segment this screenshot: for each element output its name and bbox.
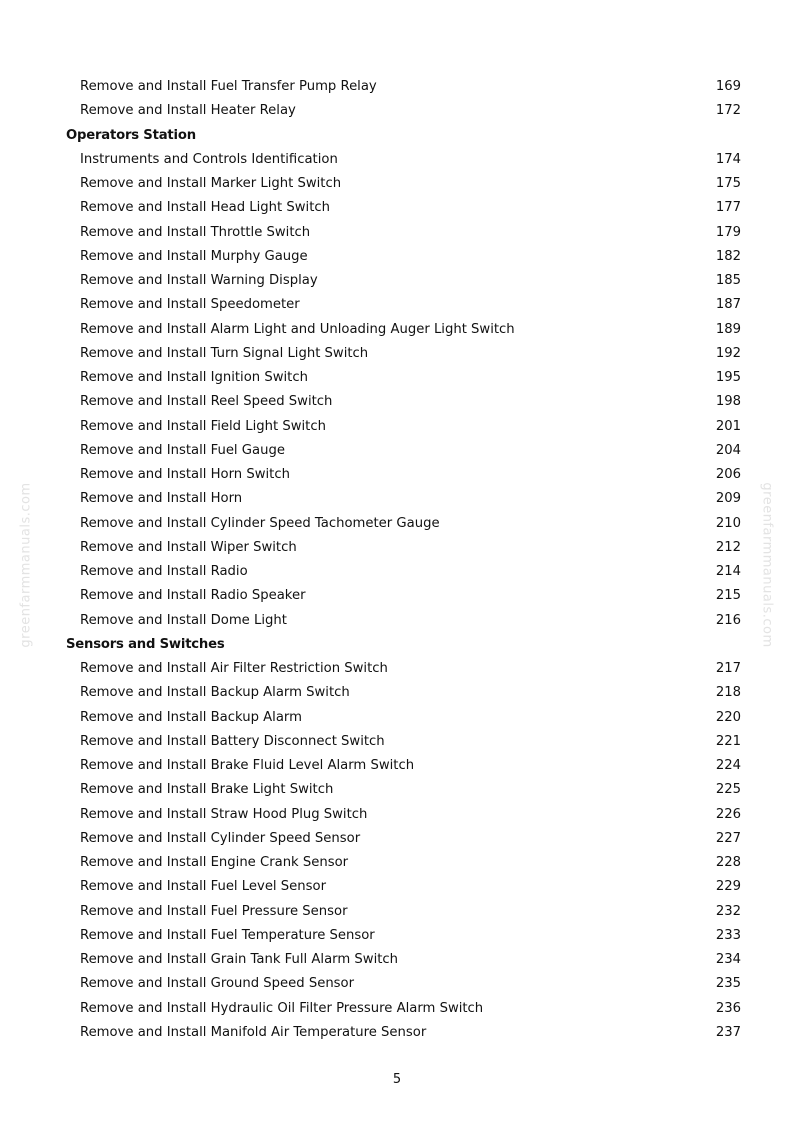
toc-entry [0,1021,794,1045]
entry-page-number: 236 [715,1000,741,1016]
toc-entry [0,415,794,439]
entry-page-number: 195 [715,370,741,385]
entry-page-number: 175 [715,176,741,191]
entry-page-number: 201 [715,418,741,434]
entry-page-number: 224 [715,758,741,773]
entry-title: Remove and Install Fuel Pressure Sensor [80,903,348,919]
entry-page-number: 227 [715,830,741,846]
entry-title: Remove and Install Engine Crank Sensor [80,855,349,870]
watermark-right: greenfarmmanuals.com [759,482,775,648]
entry-title: Remove and Install Horn [80,491,243,507]
entry-title: Remove and Install Air Filter Restriction Switch [80,661,388,676]
entry-title: Remove and Install Radio Speaker [80,588,306,604]
entry-page-number: 189 [715,321,741,337]
entry-title: Remove and Install Murphy Gauge [80,248,308,264]
toc-entry [0,293,794,317]
toc-entry [0,439,794,463]
toc-entry [0,997,794,1021]
entry-page-number: 177 [715,200,741,216]
entry-title: Remove and Install Fuel Temperature Sensor [80,927,375,943]
toc-entry [0,754,794,778]
toc-entry [0,827,794,851]
entry-page-number: 169 [715,79,741,94]
toc-entry [0,948,794,972]
entry-title: Remove and Install Alarm Light and Unloading Auger Light Switch [80,321,515,337]
toc-entry [0,75,794,99]
entry-title: Remove and Install Dome Light [80,612,287,628]
toc-entry [0,390,794,414]
entry-title: Remove and Install Field Light Switch [80,418,326,434]
entry-title: Remove and Install Horn Switch [80,467,290,482]
entry-title: Remove and Install Cylinder Speed Tachometer Gauge [80,515,440,531]
entry-title: Remove and Install Brake Light Switch [80,782,334,798]
toc-entry [0,851,794,875]
entry-page-number: 204 [715,442,741,458]
entry-page-number: 237 [715,1024,741,1040]
entry-page-number: 233 [715,927,741,943]
toc-entry [0,148,794,172]
toc-entry [0,196,794,220]
entry-title: Remove and Install Fuel Level Sensor [80,879,326,895]
toc-entry [0,924,794,948]
entry-page-number: 182 [715,248,741,264]
entry-title: Remove and Install Ignition Switch [80,370,308,385]
entry-page-number: 216 [715,612,741,628]
entry-page-number: 192 [715,345,741,361]
section-title: Sensors and Switches [66,636,225,652]
table-of-contents [0,75,794,1045]
entry-title: Remove and Install Warning Display [80,273,318,288]
entry-page-number: 234 [715,952,741,967]
toc-entry [0,221,794,245]
entry-page-number: 225 [715,782,741,798]
toc-entry [0,512,794,536]
entry-title: Remove and Install Manifold Air Temperature Sensor [80,1024,427,1040]
toc-entry [0,342,794,366]
entry-page-number: 206 [715,467,741,482]
watermark-left: greenfarmmanuals.com [18,482,34,648]
entry-page-number: 220 [715,709,741,725]
toc-entry [0,463,794,487]
entry-title: Remove and Install Turn Signal Light Switch [80,345,369,361]
entry-title: Remove and Install Fuel Transfer Pump Relay [80,79,377,94]
entry-title: Remove and Install Backup Alarm Switch [80,685,350,701]
toc-entry [0,318,794,342]
entry-title: Remove and Install Hydraulic Oil Filter Pressure Alarm Switch [80,1000,484,1016]
entry-title: Remove and Install Cylinder Speed Sensor [80,830,361,846]
entry-title: Remove and Install Radio [80,564,248,579]
toc-entry [0,900,794,924]
entry-page-number: 179 [715,224,741,240]
entry-page-number: 172 [715,103,741,119]
toc-entry [0,584,794,608]
entry-page-number: 174 [715,151,741,167]
entry-title: Remove and Install Ground Speed Sensor [80,976,355,992]
toc-entry [0,99,794,123]
entry-title: Remove and Install Head Light Switch [80,200,330,216]
entry-page-number: 226 [715,806,741,822]
entry-page-number: 228 [715,855,741,870]
entry-title: Remove and Install Wiper Switch [80,539,297,555]
entry-page-number: 232 [715,903,741,919]
entry-page-number: 214 [715,564,741,579]
entry-page-number: 210 [715,515,741,531]
entry-title: Remove and Install Heater Relay [80,103,296,119]
entry-title: Remove and Install Straw Hood Plug Switch [80,806,368,822]
toc-entry [0,803,794,827]
toc-entry [0,560,794,584]
toc-entry [0,681,794,705]
entry-title: Instruments and Controls Identification [80,151,338,167]
entry-page-number: 209 [715,491,741,507]
toc-entry [0,706,794,730]
entry-page-number: 198 [715,394,741,410]
entry-page-number: 215 [715,588,741,604]
section-title: Operators Station [66,127,196,143]
toc-entry [0,609,794,633]
toc-entry [0,172,794,196]
toc-entry [0,487,794,511]
entry-title: Remove and Install Fuel Gauge [80,442,285,458]
toc-entry [0,730,794,754]
toc-entry [0,245,794,269]
toc-entry [0,657,794,681]
toc-entry [0,366,794,390]
entry-title: Remove and Install Reel Speed Switch [80,394,333,410]
entry-page-number: 229 [715,879,741,895]
entry-page-number: 235 [715,976,741,992]
entry-page-number: 221 [715,733,741,749]
toc-entry [0,269,794,293]
entry-page-number: 185 [715,273,741,288]
toc-entry [0,778,794,802]
entry-title: Remove and Install Throttle Switch [80,224,311,240]
entry-page-number: 218 [715,685,741,701]
entry-title: Remove and Install Marker Light Switch [80,176,342,191]
entry-title: Remove and Install Backup Alarm [80,709,302,725]
entry-title: Remove and Install Speedometer [80,297,300,313]
toc-section-heading [0,633,794,657]
toc-entry [0,536,794,560]
entry-title: Remove and Install Grain Tank Full Alarm Switch [80,952,399,967]
entry-page-number: 217 [715,661,741,676]
toc-entry [0,972,794,996]
entry-page-number: 187 [715,297,741,313]
entry-title: Remove and Install Brake Fluid Level Alarm Switch [80,758,415,773]
toc-section-heading [0,124,794,148]
entry-title: Remove and Install Battery Disconnect Switch [80,733,385,749]
toc-entry [0,875,794,899]
page-number: 5 [392,1072,402,1087]
entry-page-number: 212 [715,539,741,555]
